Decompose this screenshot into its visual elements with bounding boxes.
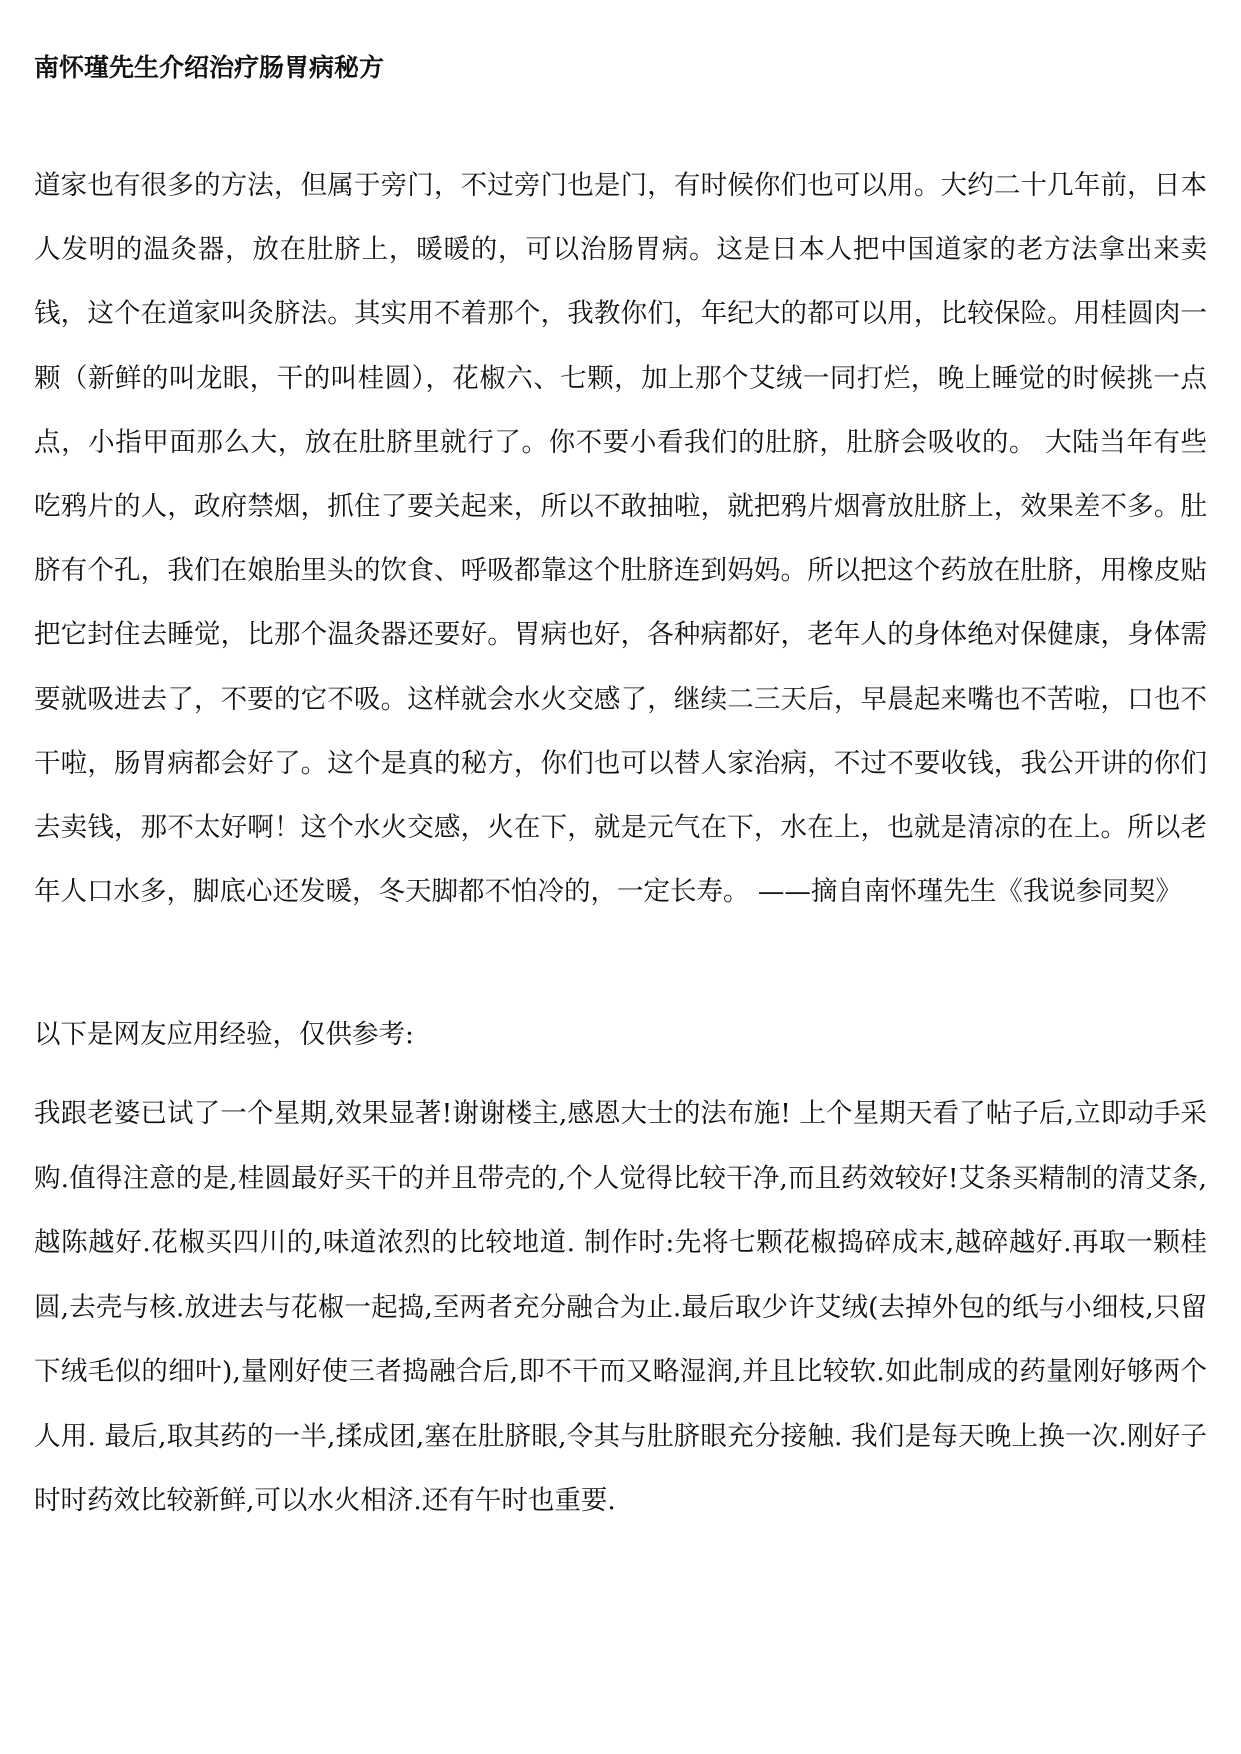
document-title: 南怀瑾先生介绍治疗肠胃病秘方: [34, 53, 385, 82]
comments-intro-line: 以下是网友应用经验，仅供参考:: [34, 1019, 414, 1050]
user-comment-paragraph: 我跟老婆已试了一个星期,效果显著!谢谢楼主,感恩大士的法布施! 上个星期天看了帖子后,立即动手采购.值得注意的是,桂圆最好买干的并且带壳的,个人觉得比较干净,而且药效较好!艾条买精制的清艾条,越陈越好.花椒买四川的,味道浓烈的比较地道. 制作时:先将七颗花椒捣碎成末,越碎越好.再取一颗桂圆,去壳与核.放进去与花椒一起捣,至两者充分融合为止.最后取少许艾绒(去掉外包的纸与小细枝,只留下绒毛似的细叶),量刚好使三者捣融合后,即不干而又略湿润,并且比较软.如此制成的药量刚好够两个人用. 最后,取其药的一半,揉成团,塞在肚脐眼,令其与肚脐眼充分接触. 我们是每天晚上换一次.刚好子时时药效比较新鲜,可以水火相济.还有午时也重要.: [34, 1098, 1207, 1516]
main-paragraph: 道家也有很多的方法，但属于旁门，不过旁门也是门，有时候你们也可以用。大约二十几年前，日本人发明的温灸器，放在肚脐上，暖暖的，可以治肠胃病。这是日本人把中国道家的老方法拿出来卖钱，这个在道家叫灸脐法。其实用不着那个，我教你们，年纪大的都可以用，比较保险。用桂圆肉一颗（新鲜的叫龙眼，干的叫桂圆），花椒六、七颗，加上那个艾绒一同打烂，晚上睡觉的时候挑一点点，小指甲面那么大，放在肚脐里就行了。你不要小看我们的肚脐，肚脐会吸收的。 大陆当年有些吃鸦片的人，政府禁烟，抓住了要关起来，所以不敢抽啦，就把鸦片烟膏放肚脐上，效果差不多。肚脐有个孔，我们在娘胎里头的饮食、呼吸都靠这个肚脐连到妈妈。所以把这个药放在肚脐，用橡皮贴把它封住去睡觉，比那个温灸器还要好。胃病也好，各种病都好，老年人的身体绝对保健康，身体需要就吸进去了，不要的它不吸。这样就会水火交感了，继续二三天后，早晨起来嘴也不苦啦，口也不干啦，肠胃病都会好了。这个是真的秘方，你们也可以替人家治病，不过不要收钱，我公开讲的你们去卖钱，那不太好啊！这个水火交感，火在下，就是元气在下，水在上，也就是清凉的在上。所以老年人口水多，脚底心还发暖，冬天脚都不怕冷的，一定长寿。 ——摘自南怀瑾先生《我说参同契》: [34, 170, 1207, 908]
